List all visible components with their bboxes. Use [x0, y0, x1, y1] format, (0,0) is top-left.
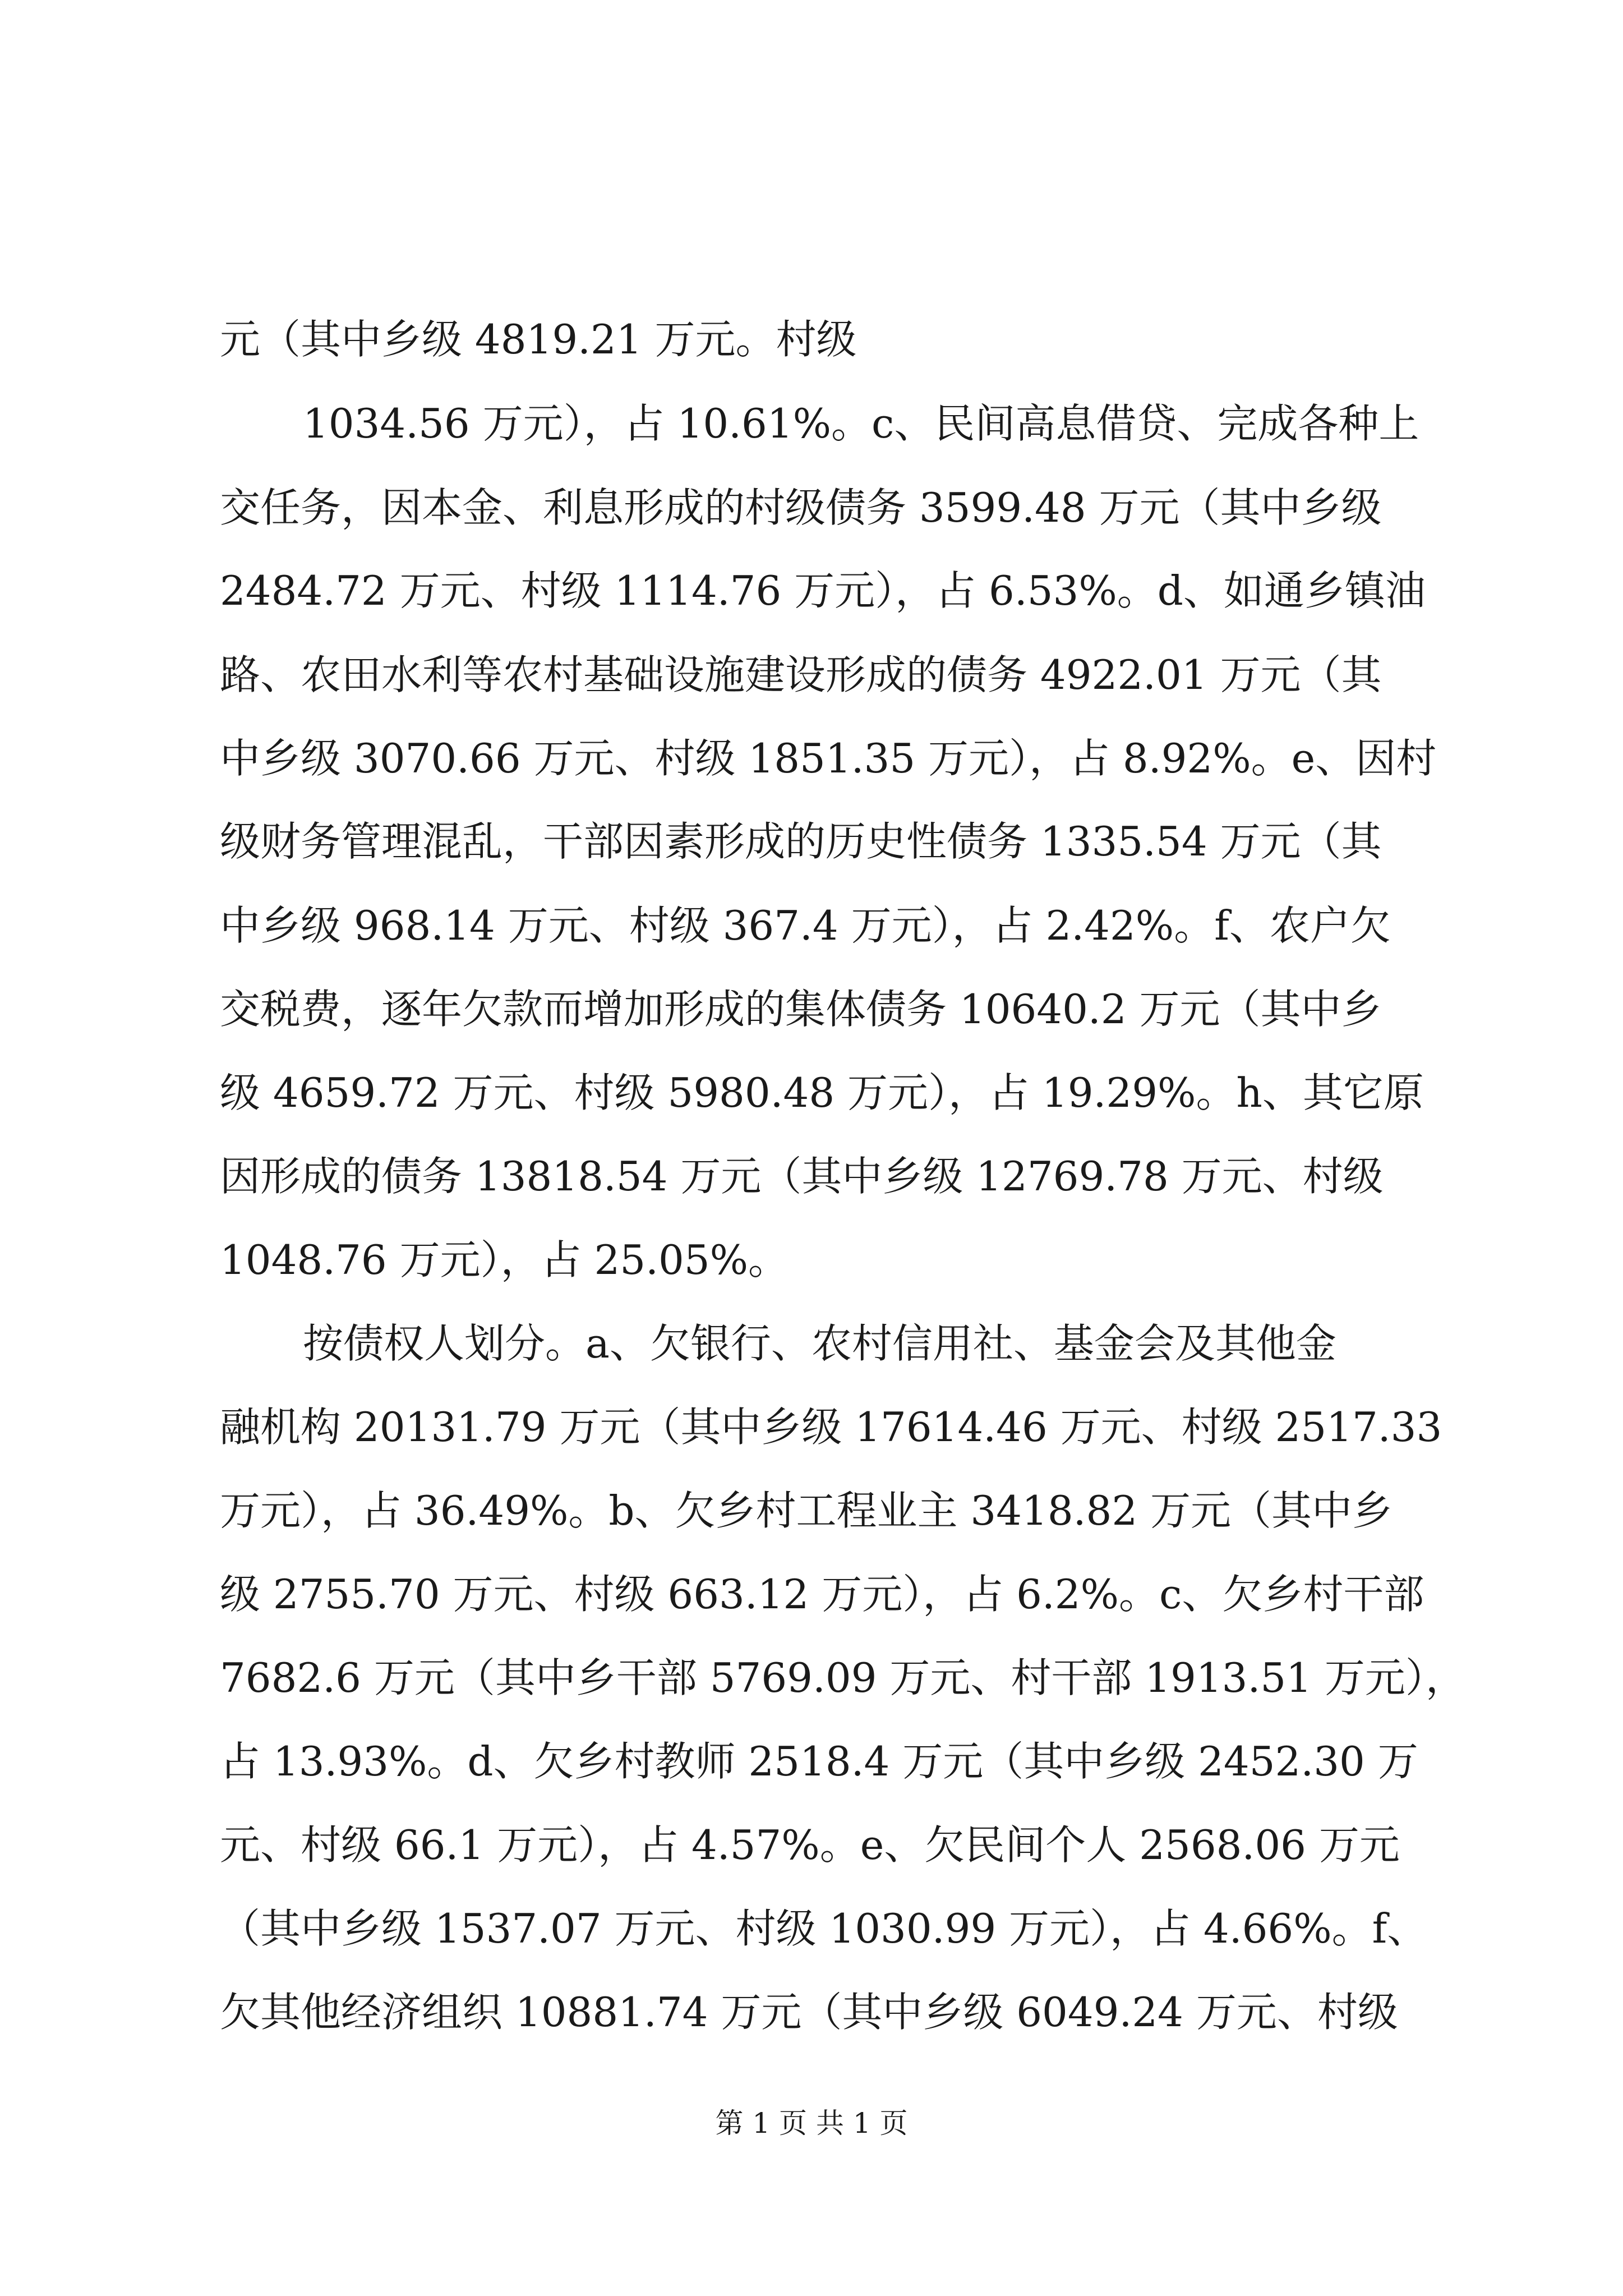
- text-line: 元、村级 66.1 万元），占 4.57%。e、欠民间个人 2568.06 万元: [220, 1821, 1400, 1869]
- text-line: 交税费，逐年欠款而增加形成的集体债务 10640.2 万元（其中乡: [220, 986, 1382, 1033]
- text-line: 交任务，因本金、利息形成的村级债务 3599.48 万元（其中乡级: [220, 484, 1382, 531]
- text-line: 路、农田水利等农村基础设施建设形成的债务 4922.01 万元（其: [220, 651, 1382, 698]
- text-line: 中乡级 3070.66 万元、村级 1851.35 万元），占 8.92%。e、因村: [220, 735, 1437, 782]
- text-line: 万元），占 36.49%。b、欠乡村工程业主 3418.82 万元（其中乡: [220, 1487, 1393, 1534]
- text-line: 1048.76 万元），占 25.05%。: [220, 1236, 789, 1283]
- text-line: 2484.72 万元、村级 1114.76 万元），占 6.53%。d、如通乡镇油: [220, 567, 1426, 614]
- text-line: 占 13.93%。d、欠乡村教师 2518.4 万元（其中乡级 2452.30 万: [220, 1738, 1418, 1785]
- text-line: 元（其中乡级 4819.21 万元。村级: [220, 316, 857, 363]
- text-line: 按债权人划分。a、欠银行、农村信用社、基金会及其他金: [303, 1320, 1336, 1367]
- text-line: 级财务管理混乱，干部因素形成的历史性债务 1335.54 万元（其: [220, 818, 1382, 865]
- text-line: 7682.6 万元（其中乡干部 5769.09 万元、村干部 1913.51 万元），: [220, 1654, 1466, 1701]
- text-line: 因形成的债务 13818.54 万元（其中乡级 12769.78 万元、村级: [220, 1153, 1384, 1200]
- text-line: 1034.56 万元），占 10.61%。c、民间高息借贷、完成各种上: [303, 400, 1419, 447]
- text-line: 级 2755.70 万元、村级 663.12 万元），占 6.2%。c、欠乡村干部: [220, 1571, 1424, 1618]
- text-line: 欠其他经济组织 10881.74 万元（其中乡级 6049.24 万元、村级: [220, 1989, 1398, 2036]
- page-footer: 第 1 页 共 1 页: [715, 2107, 908, 2139]
- text-line: （其中乡级 1537.07 万元、村级 1030.99 万元），占 4.66%。f、: [220, 1905, 1428, 1952]
- text-line: 级 4659.72 万元、村级 5980.48 万元），占 19.29%。h、其它原: [220, 1069, 1424, 1116]
- text-line: 融机构 20131.79 万元（其中乡级 17614.46 万元、村级 2517.33: [220, 1404, 1442, 1451]
- text-line: 中乡级 968.14 万元、村级 367.4 万元），占 2.42%。f、农户欠: [220, 902, 1391, 949]
